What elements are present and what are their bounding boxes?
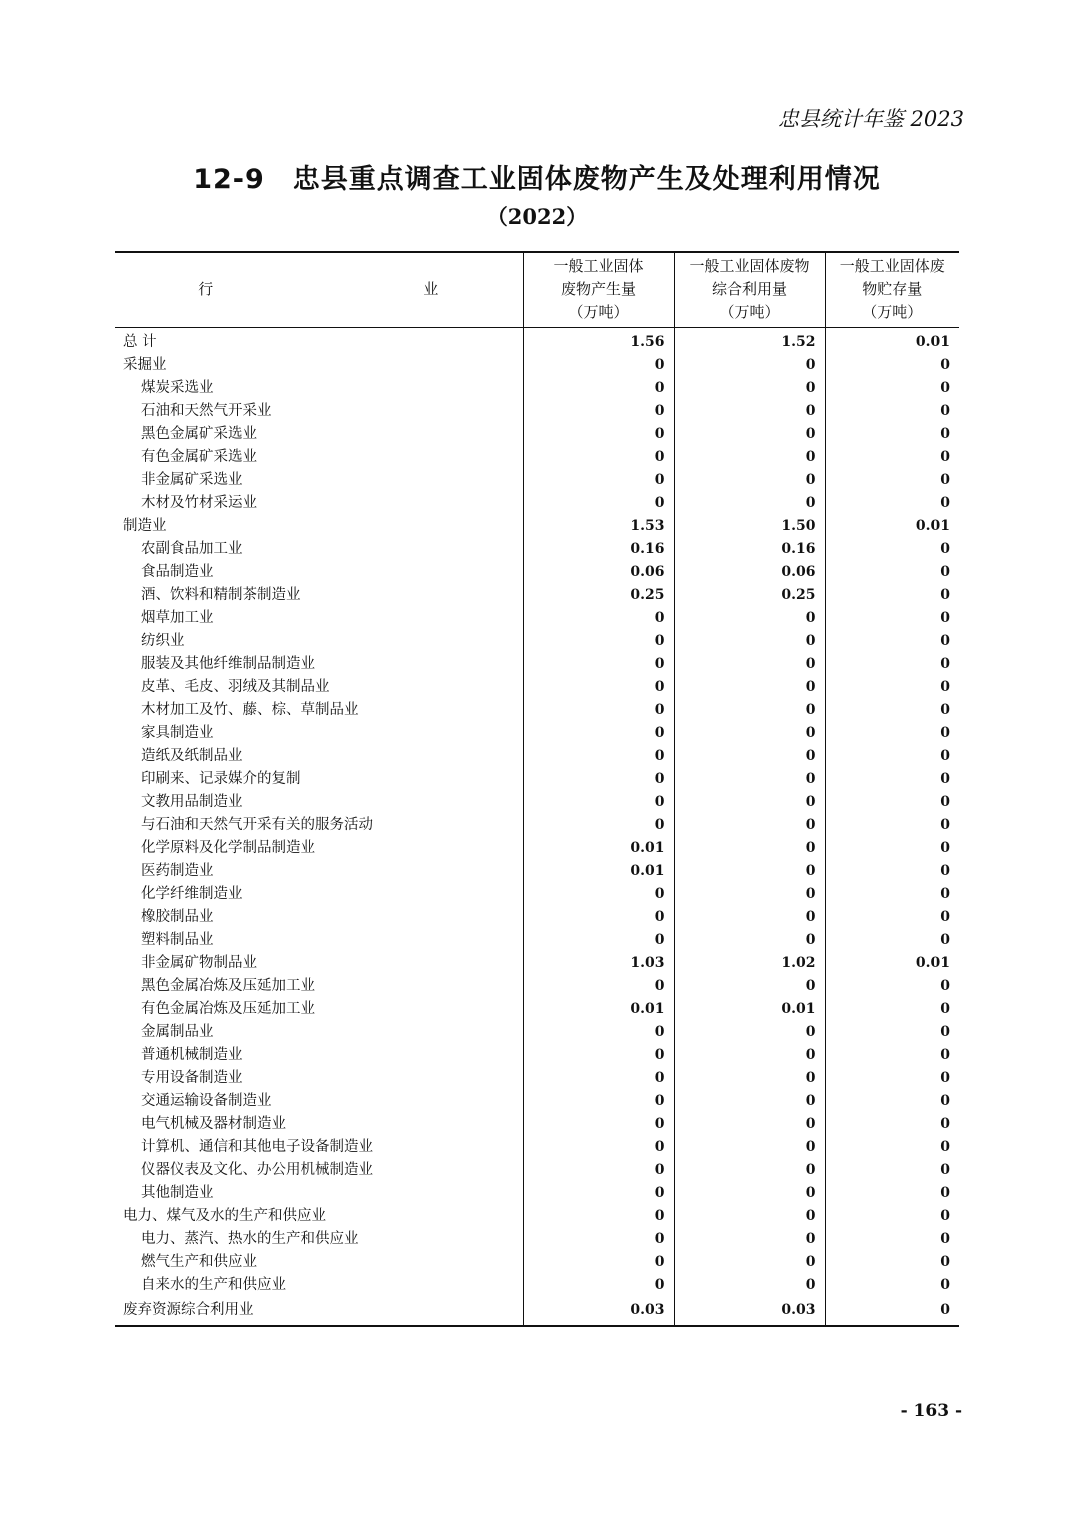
table-row bbox=[115, 1112, 959, 1135]
row-industry-name: 非金属矿采选业 bbox=[141, 471, 243, 488]
cell-stored: 0 bbox=[825, 1204, 959, 1227]
cell-stored: 0 bbox=[825, 652, 959, 675]
row-industry-name: 专用设备制造业 bbox=[141, 1069, 243, 1086]
row-industry-name: 酒、饮料和精制茶制造业 bbox=[141, 586, 301, 603]
cell-stored: 0 bbox=[825, 997, 959, 1020]
table-header-row bbox=[115, 252, 959, 327]
table-body bbox=[115, 327, 959, 1326]
cell-generated: 0 bbox=[523, 491, 674, 514]
table-row bbox=[115, 928, 959, 951]
row-industry-name: 采掘业 bbox=[123, 356, 167, 373]
cell-utilized: 0 bbox=[674, 744, 825, 767]
cell-utilized: 0.06 bbox=[674, 560, 825, 583]
cell-stored: 0 bbox=[825, 1135, 959, 1158]
cell-generated: 0 bbox=[523, 744, 674, 767]
cell-utilized: 0 bbox=[674, 1043, 825, 1066]
table-row bbox=[115, 997, 959, 1020]
cell-generated: 0.25 bbox=[523, 583, 674, 606]
cell-utilized: 0.25 bbox=[674, 583, 825, 606]
table-row bbox=[115, 353, 959, 376]
row-industry-name: 普通机械制造业 bbox=[141, 1046, 243, 1063]
cell-generated: 0 bbox=[523, 629, 674, 652]
cell-generated: 0 bbox=[523, 813, 674, 836]
table-row bbox=[115, 767, 959, 790]
row-industry-name: 计算机、通信和其他电子设备制造业 bbox=[141, 1138, 373, 1155]
cell-utilized: 1.52 bbox=[674, 327, 825, 353]
cell-stored: 0 bbox=[825, 1043, 959, 1066]
cell-generated: 1.56 bbox=[523, 327, 674, 353]
cell-utilized: 0 bbox=[674, 675, 825, 698]
page-number: - 163 - bbox=[900, 1401, 962, 1421]
cell-utilized: 0 bbox=[674, 859, 825, 882]
cell-generated: 0 bbox=[523, 1089, 674, 1112]
cell-stored: 0.01 bbox=[825, 514, 959, 537]
cell-generated: 0 bbox=[523, 1273, 674, 1296]
column-header-generated bbox=[523, 252, 674, 327]
cell-utilized: 0 bbox=[674, 422, 825, 445]
cell-generated: 0 bbox=[523, 1043, 674, 1066]
cell-utilized: 0.03 bbox=[674, 1296, 825, 1326]
table-row bbox=[115, 583, 959, 606]
table-row bbox=[115, 560, 959, 583]
cell-utilized: 0 bbox=[674, 399, 825, 422]
table-row bbox=[115, 1296, 959, 1326]
cell-generated: 0.16 bbox=[523, 537, 674, 560]
cell-generated: 0 bbox=[523, 353, 674, 376]
row-industry-name: 制造业 bbox=[123, 517, 167, 534]
header-line: 综合利用量 bbox=[711, 280, 787, 299]
cell-stored: 0 bbox=[825, 905, 959, 928]
header-line: 一般工业固体 bbox=[553, 257, 644, 276]
row-industry-name: 总 计 bbox=[123, 333, 157, 350]
cell-stored: 0 bbox=[825, 928, 959, 951]
cell-generated: 0.06 bbox=[523, 560, 674, 583]
row-industry-name: 烟草加工业 bbox=[141, 609, 214, 626]
table-row bbox=[115, 790, 959, 813]
table-row bbox=[115, 629, 959, 652]
cell-stored: 0 bbox=[825, 1181, 959, 1204]
cell-generated: 0.01 bbox=[523, 859, 674, 882]
cell-generated: 0 bbox=[523, 1250, 674, 1273]
cell-generated: 0 bbox=[523, 399, 674, 422]
table-row bbox=[115, 1158, 959, 1181]
cell-utilized: 0 bbox=[674, 1158, 825, 1181]
cell-stored: 0 bbox=[825, 468, 959, 491]
cell-generated: 1.03 bbox=[523, 951, 674, 974]
table-row bbox=[115, 951, 959, 974]
row-industry-name: 纺织业 bbox=[141, 632, 185, 649]
cell-generated: 0 bbox=[523, 606, 674, 629]
cell-generated: 1.53 bbox=[523, 514, 674, 537]
cell-stored: 0 bbox=[825, 606, 959, 629]
cell-utilized: 0 bbox=[674, 813, 825, 836]
row-industry-name: 仪器仪表及文化、办公用机械制造业 bbox=[141, 1161, 373, 1178]
cell-stored: 0 bbox=[825, 1112, 959, 1135]
row-industry-name: 自来水的生产和供应业 bbox=[141, 1276, 286, 1293]
cell-utilized: 0 bbox=[674, 928, 825, 951]
cell-stored: 0 bbox=[825, 767, 959, 790]
table-row bbox=[115, 422, 959, 445]
cell-utilized: 0 bbox=[674, 1227, 825, 1250]
table-row bbox=[115, 836, 959, 859]
cell-utilized: 0 bbox=[674, 790, 825, 813]
book-title: 忠县统计年鉴 2023 bbox=[777, 107, 964, 131]
cell-stored: 0 bbox=[825, 1250, 959, 1273]
cell-generated: 0.01 bbox=[523, 836, 674, 859]
cell-utilized: 0 bbox=[674, 1250, 825, 1273]
table-row bbox=[115, 721, 959, 744]
row-industry-name: 木材及竹材采运业 bbox=[141, 494, 257, 511]
cell-utilized: 0 bbox=[674, 905, 825, 928]
table-row bbox=[115, 813, 959, 836]
cell-utilized: 0 bbox=[674, 1135, 825, 1158]
cell-stored: 0 bbox=[825, 537, 959, 560]
table-row bbox=[115, 859, 959, 882]
cell-stored: 0 bbox=[825, 629, 959, 652]
cell-stored: 0 bbox=[825, 491, 959, 514]
table-row bbox=[115, 376, 959, 399]
row-industry-name: 废弃资源综合利用业 bbox=[115, 1296, 523, 1326]
cell-generated: 0 bbox=[523, 445, 674, 468]
cell-utilized: 0 bbox=[674, 767, 825, 790]
table-row bbox=[115, 675, 959, 698]
cell-generated: 0.03 bbox=[523, 1296, 674, 1326]
cell-utilized: 0 bbox=[674, 1020, 825, 1043]
table-row bbox=[115, 698, 959, 721]
row-industry-name: 橡胶制品业 bbox=[141, 908, 214, 925]
row-industry-name: 黑色金属矿采选业 bbox=[141, 425, 257, 442]
row-industry-name: 化学纤维制造业 bbox=[141, 885, 243, 902]
row-industry-name: 与石油和天然气开采有关的服务活动 bbox=[141, 816, 373, 833]
cell-utilized: 0 bbox=[674, 1204, 825, 1227]
row-industry-name: 皮革、毛皮、羽绒及其制品业 bbox=[141, 678, 330, 695]
cell-utilized: 0 bbox=[674, 353, 825, 376]
data-table-container bbox=[115, 251, 959, 1327]
cell-generated: 0 bbox=[523, 1020, 674, 1043]
cell-generated: 0 bbox=[523, 698, 674, 721]
row-industry-name: 电力、煤气及水的生产和供应业 bbox=[123, 1207, 326, 1224]
table-row bbox=[115, 514, 959, 537]
cell-stored: 0 bbox=[825, 1066, 959, 1089]
row-industry-name: 文教用品制造业 bbox=[141, 793, 243, 810]
cell-utilized: 0 bbox=[674, 721, 825, 744]
row-industry-name: 有色金属矿采选业 bbox=[141, 448, 257, 465]
table-row bbox=[115, 1227, 959, 1250]
table-row bbox=[115, 1273, 959, 1296]
cell-stored: 0 bbox=[825, 721, 959, 744]
cell-generated: 0 bbox=[523, 928, 674, 951]
cell-utilized: 0 bbox=[674, 652, 825, 675]
cell-stored: 0 bbox=[825, 1227, 959, 1250]
cell-utilized: 0 bbox=[674, 836, 825, 859]
cell-generated: 0 bbox=[523, 1135, 674, 1158]
cell-stored: 0 bbox=[825, 1020, 959, 1043]
column-header-industry: 行 业 bbox=[115, 252, 523, 327]
header-line: 物贮存量 bbox=[862, 280, 923, 299]
cell-utilized: 0 bbox=[674, 1273, 825, 1296]
cell-generated: 0 bbox=[523, 790, 674, 813]
cell-utilized: 0 bbox=[674, 629, 825, 652]
row-industry-name: 电气机械及器材制造业 bbox=[141, 1115, 286, 1132]
cell-utilized: 0 bbox=[674, 974, 825, 997]
cell-stored: 0 bbox=[825, 1089, 959, 1112]
row-industry-name: 服装及其他纤维制品制造业 bbox=[141, 655, 315, 672]
table-row bbox=[115, 905, 959, 928]
cell-generated: 0 bbox=[523, 376, 674, 399]
row-industry-name: 木材加工及竹、藤、棕、草制品业 bbox=[141, 701, 359, 718]
table-row bbox=[115, 1135, 959, 1158]
table-row bbox=[115, 1020, 959, 1043]
cell-utilized: 0 bbox=[674, 445, 825, 468]
cell-generated: 0 bbox=[523, 468, 674, 491]
cell-utilized: 0 bbox=[674, 376, 825, 399]
header-line: 废物产生量 bbox=[560, 280, 636, 299]
row-industry-name: 交通运输设备制造业 bbox=[141, 1092, 272, 1109]
cell-utilized: 0 bbox=[674, 491, 825, 514]
cell-generated: 0 bbox=[523, 882, 674, 905]
table-row bbox=[115, 652, 959, 675]
cell-generated: 0 bbox=[523, 675, 674, 698]
cell-generated: 0 bbox=[523, 1066, 674, 1089]
table-row bbox=[115, 744, 959, 767]
table-row bbox=[115, 491, 959, 514]
cell-stored: 0 bbox=[825, 813, 959, 836]
cell-generated: 0 bbox=[523, 1181, 674, 1204]
row-industry-name: 煤炭采选业 bbox=[141, 379, 214, 396]
table-row bbox=[115, 1204, 959, 1227]
row-industry-name: 印刷来、记录媒介的复制 bbox=[141, 770, 301, 787]
data-table bbox=[115, 251, 959, 1327]
table-row bbox=[115, 1043, 959, 1066]
row-industry-name: 农副食品加工业 bbox=[141, 540, 243, 557]
table-year: （2022） bbox=[486, 204, 588, 229]
table-row bbox=[115, 882, 959, 905]
cell-stored: 0 bbox=[825, 399, 959, 422]
row-industry-name: 金属制品业 bbox=[141, 1023, 214, 1040]
cell-generated: 0.01 bbox=[523, 997, 674, 1020]
row-industry-name: 电力、蒸汽、热水的生产和供应业 bbox=[141, 1230, 359, 1247]
cell-stored: 0.01 bbox=[825, 327, 959, 353]
column-header-utilized bbox=[674, 252, 825, 327]
table-row bbox=[115, 445, 959, 468]
cell-utilized: 0 bbox=[674, 1066, 825, 1089]
cell-utilized: 0 bbox=[674, 1112, 825, 1135]
cell-stored: 0 bbox=[825, 698, 959, 721]
header-unit: （万吨） bbox=[568, 303, 629, 322]
cell-generated: 0 bbox=[523, 767, 674, 790]
row-industry-name: 造纸及纸制品业 bbox=[141, 747, 243, 764]
cell-stored: 0 bbox=[825, 560, 959, 583]
row-industry-name: 黑色金属冶炼及压延加工业 bbox=[141, 977, 315, 994]
cell-stored: 0 bbox=[825, 422, 959, 445]
cell-generated: 0 bbox=[523, 905, 674, 928]
column-header-stored bbox=[825, 252, 959, 327]
cell-stored: 0 bbox=[825, 790, 959, 813]
cell-stored: 0 bbox=[825, 882, 959, 905]
cell-utilized: 0 bbox=[674, 1089, 825, 1112]
row-industry-name: 医药制造业 bbox=[141, 862, 214, 879]
cell-stored: 0 bbox=[825, 675, 959, 698]
header-unit: （万吨） bbox=[862, 303, 923, 322]
table-row bbox=[115, 468, 959, 491]
table-row bbox=[115, 399, 959, 422]
cell-utilized: 0.16 bbox=[674, 537, 825, 560]
cell-utilized: 0 bbox=[674, 606, 825, 629]
cell-utilized: 1.02 bbox=[674, 951, 825, 974]
cell-utilized: 0 bbox=[674, 882, 825, 905]
cell-stored: 0 bbox=[825, 1273, 959, 1296]
cell-stored: 0 bbox=[825, 376, 959, 399]
header-line: 一般工业固体废 bbox=[839, 257, 945, 276]
cell-stored: 0 bbox=[825, 353, 959, 376]
cell-stored: 0 bbox=[825, 1158, 959, 1181]
cell-generated: 0 bbox=[523, 422, 674, 445]
row-industry-name: 非金属矿物制品业 bbox=[141, 954, 257, 971]
header-unit: （万吨） bbox=[719, 303, 780, 322]
cell-utilized: 0 bbox=[674, 698, 825, 721]
row-industry-name: 有色金属冶炼及压延加工业 bbox=[141, 1000, 315, 1017]
cell-generated: 0 bbox=[523, 974, 674, 997]
table-row bbox=[115, 1181, 959, 1204]
table-row bbox=[115, 537, 959, 560]
cell-stored: 0 bbox=[825, 836, 959, 859]
row-industry-name: 食品制造业 bbox=[141, 563, 214, 580]
table-row bbox=[115, 327, 959, 353]
cell-generated: 0 bbox=[523, 652, 674, 675]
row-industry-name: 其他制造业 bbox=[141, 1184, 214, 1201]
table-row bbox=[115, 974, 959, 997]
table-row bbox=[115, 1250, 959, 1273]
cell-stored: 0 bbox=[825, 744, 959, 767]
cell-utilized: 0 bbox=[674, 1181, 825, 1204]
cell-utilized: 0 bbox=[674, 468, 825, 491]
row-industry-name: 燃气生产和供应业 bbox=[141, 1253, 257, 1270]
row-industry-name: 家具制造业 bbox=[141, 724, 214, 741]
row-industry-name: 化学原料及化学制品制造业 bbox=[141, 839, 315, 856]
cell-generated: 0 bbox=[523, 721, 674, 744]
row-industry-name: 塑料制品业 bbox=[141, 931, 214, 948]
row-industry-name: 石油和天然气开采业 bbox=[141, 402, 272, 419]
table-title: 12-9 忠县重点调查工业固体废物产生及处理利用情况 bbox=[193, 164, 881, 195]
cell-generated: 0 bbox=[523, 1227, 674, 1250]
cell-stored: 0 bbox=[825, 1296, 959, 1326]
table-row bbox=[115, 606, 959, 629]
table-row bbox=[115, 1066, 959, 1089]
cell-generated: 0 bbox=[523, 1112, 674, 1135]
cell-utilized: 1.50 bbox=[674, 514, 825, 537]
cell-utilized: 0.01 bbox=[674, 997, 825, 1020]
cell-generated: 0 bbox=[523, 1204, 674, 1227]
header-line: 一般工业固体废物 bbox=[689, 257, 810, 276]
cell-stored: 0 bbox=[825, 445, 959, 468]
cell-stored: 0 bbox=[825, 583, 959, 606]
cell-stored: 0 bbox=[825, 974, 959, 997]
cell-stored: 0.01 bbox=[825, 951, 959, 974]
cell-stored: 0 bbox=[825, 859, 959, 882]
cell-generated: 0 bbox=[523, 1158, 674, 1181]
table-row bbox=[115, 1089, 959, 1112]
